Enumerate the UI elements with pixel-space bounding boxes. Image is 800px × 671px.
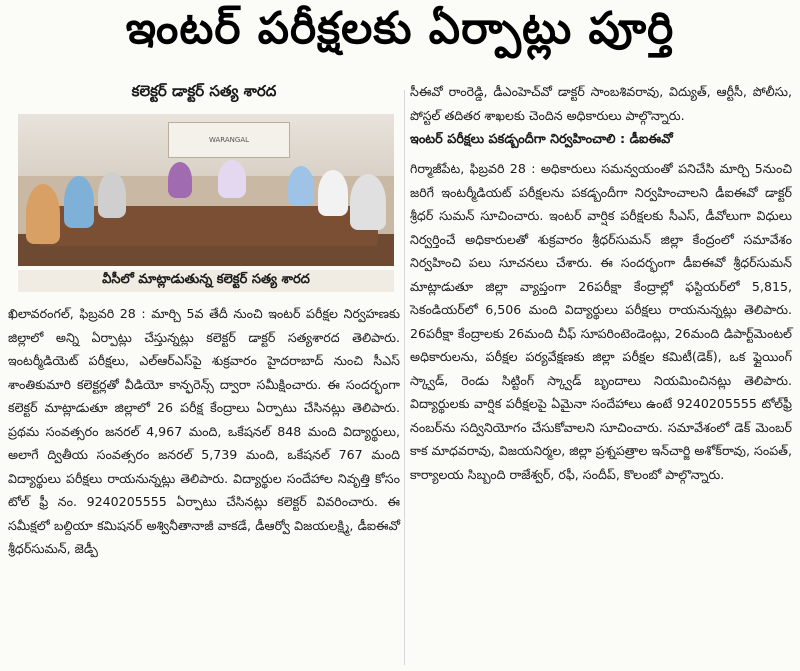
photo-person xyxy=(350,174,386,230)
right-article-body-top: సీఈవో రాంరెడ్డి, డీఎంహెచ్‌వో డాక్టర్ సాంబశివరావు, విద్యుత్, ఆర్టీసీ, పోలీసు, పోస్టల్ తదితర శాఖలకు చెందిన అధికారులు పాల్గొన్నారు. xyxy=(410,84,792,123)
photo-person xyxy=(318,170,348,216)
photo-person xyxy=(288,166,314,206)
right-subhead: ఇంటర్ పరీక్షలు పకడ్బందీగా నిర్వహించాలి : డీఐఈవో xyxy=(410,132,673,147)
right-article-body: గిర్మాజీపేట, ఫిబ్రవరి 28 : అధికారులు సమన్వయంతో పనిచేసి మార్చి 5నుంచి జరిగే ఇంటర్మీడియట్ పరీక్షలను పకడ్బందీగా నిర్వహించాలని డీఐఈవో డాక్టర్ శ్రీధర్ సుమన్ సూచించారు. ఇంటర్ వార్షిక పరీక్షలకు సీఎస్, డీవోలుగా విధులు నిర్వర్తించే అధికారులతో శుక్రవారం శ్రీధర్‌సుమన్ జిల్లా కేంద్రంలో సమావేశం నిర్వహించి పలు సూచనలు చేశారు. ఈ సందర్భంగా డీఐఈవో శ్రీధర్‌సుమన్ మాట్లాడుతూ జిల్లా వ్యాప్తంగా 26పరీక్షా కేంద్రాల్లో ఫస్టియర్‌లో 5,815, సెకండియర్‌లో 6,506 మంది విద్యార్థులు పరీక్షలు రాయనున్నట్లు తెలిపారు. 26పరీక్షా కేంద్రాలకు 26మంది చీఫ్ సూపరింటెండెంట్లు, 26మంది డిపార్ట్‌మెంటల్ అధికారులను, పరీక్షల పర్యవేక్షణకు జిల్లా పరీక్షల కమిటీ(డెక్), ఒక ఫ్లైయింగ్ స్క్వాడ్, రెండు సిట్టింగ్ స్క్వాడ్ బృందాలు నియమించినట్లు తెలిపారు. విద్యార్థులకు వార్షిక పరీక్షలపై ఏమైనా సందేహాలు ఉంటే 9240205555 టోల్‌ఫ్రీ నంబర్‌ను సద్వినియోగం చేసుకోవాలని సూచించారు. సమావేశంలో డెక్ మెంబర్ కాక మాధవరావు, విజయనిర్మల, జిల్లా ప్రశ్నపత్రాల ఇన్‌చార్జి అశోక్‌రావు, సంపత్, కార్యాలయ సిబ్బంది రాజేశ్వర్, రఫీ, సందీప్, కొలంబో పాల్గొన్నారు. xyxy=(410,161,792,482)
left-column xyxy=(8,76,400,666)
photo-person xyxy=(168,162,192,198)
photo-screen: WARANGAL xyxy=(168,122,290,158)
photo-person xyxy=(26,184,60,244)
headline: ఇంటర్ పరీక్షలకు ఏర్పాట్లు పూర్తి xyxy=(125,3,675,54)
photo-person xyxy=(64,176,94,228)
photo-caption: వీసీలో మాట్లాడుతున్న కలెక్టర్ సత్య శారద xyxy=(18,270,394,292)
right-column xyxy=(410,76,792,666)
meeting-photo xyxy=(18,114,394,266)
photo-person xyxy=(218,160,246,198)
left-subhead: కలెక్టర్ డాక్టర్ సత్య శారద xyxy=(131,82,277,100)
left-article-body: ఖిలావరంగల్, ఫిబ్రవరి 28 : మార్చి 5వ తేదీ నుంచి ఇంటర్ పరీక్షల నిర్వహణకు జిల్లాలో అన్ని ఏర్పాట్లు చేస్తున్నట్లు కలెక్టర్ డాక్టర్ సత్యశారద తెలిపారు. ఇంటర్మీడియెట్ పరీక్షలు, ఎల్ఆర్ఎస్‌పై శుక్రవారం హైదరాబాద్ నుంచి సీఎస్ శాంతికుమారి కలెక్టర్లతో వీడియో కాన్ఫరెన్స్ ద్వారా సమీక్షించారు. ఈ సందర్భంగా కలెక్టర్ మాట్లాడుతూ జిల్లాలో 26 పరీక్ష కేంద్రాలు ఏర్పాటు చేసినట్లు తెలిపారు. ప్రథమ సంవత్సరం జనరల్ 4,967 మంది, ఒకేషనల్ 848 మంది విద్యార్థులు, అలాగే ద్వితీయ సంవత్సరం జనరల్ 5,739 మంది, ఒకేషనల్ 767 మంది విద్యార్థులు పరీక్షలు రాయనున్నట్లు తెలిపారు. విద్యార్థుల సందేహాల నివృత్తి కోసం టోల్ ఫ్రీ నం. 9240205555 ఏర్పాటు చేసినట్లు కలెక్టర్ వివరించారు. ఈ సమీక్షలో బల్దియా కమిషనర్ అశ్వినీతానాజీ వాకడే, డీఆర్వో విజయలక్ష్మి, డీఐఈవో శ్రీధర్‌సుమన్, జెడ్పీ xyxy=(8,306,400,556)
column-divider xyxy=(404,90,405,665)
photo-person xyxy=(98,172,126,218)
